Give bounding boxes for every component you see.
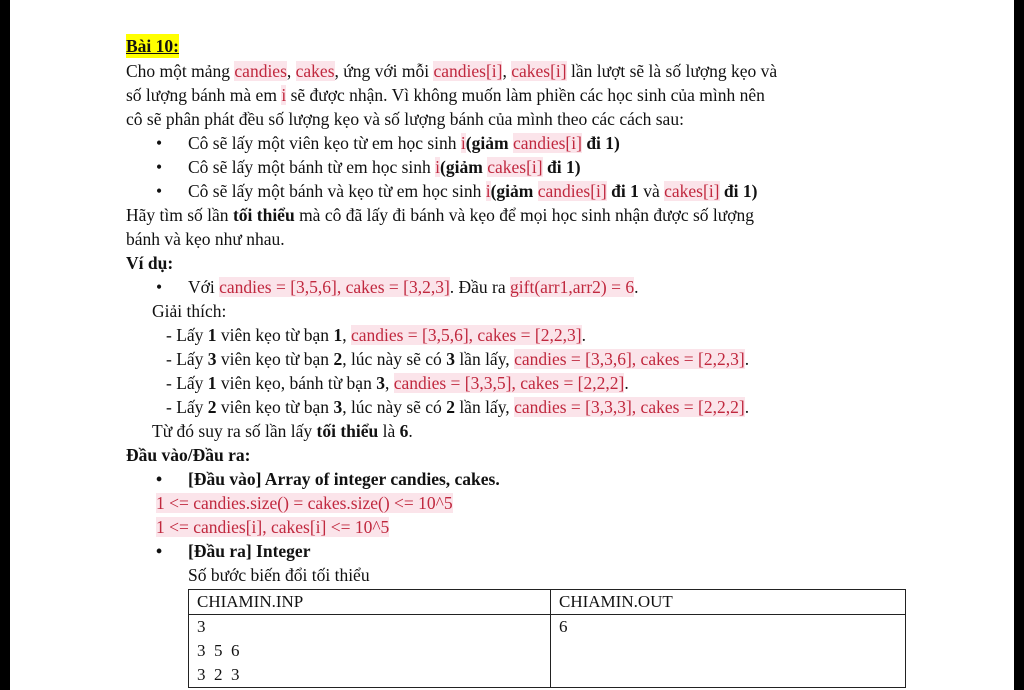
intro-text: , (286, 61, 296, 81)
conclusion-line: Từ đó suy ra số lần lấy tối thiểu là 6. (152, 421, 413, 441)
intro-text: số lượng bánh mà em (126, 85, 282, 105)
code-i: i (281, 85, 287, 105)
code-cakes-i: cakes[i] (511, 61, 567, 81)
input-label: • [Đầu vào] Array of integer candies, cakes. (126, 467, 906, 491)
table-row (189, 615, 906, 688)
intro-text: sẽ được nhận. Vì không muốn làm phiền các học sinh của mình nên (286, 85, 765, 105)
table-cell-out: 6 (551, 615, 906, 688)
example-heading: Ví dụ: (126, 253, 174, 273)
methods-list (126, 131, 906, 203)
intro-text: Cho một mảng (126, 61, 235, 81)
table-header-row (189, 590, 906, 615)
step-line: - Lấy 2 viên kẹo từ bạn 3, lúc này sẽ có 2 lần lấy, candies = [3,3,3], cakes = [2,2,2]. (166, 397, 750, 417)
problem-title: Bài 10: (126, 36, 179, 56)
intro-text: cô sẽ phân phát đều số lượng kẹo và số lượng bánh của mình theo các cách sau: (126, 109, 684, 129)
intro-paragraph (126, 59, 906, 131)
io-table (188, 589, 906, 688)
list-item: • Cô sẽ lấy một bánh và kẹo từ em học sinh i(giảm candies[i] đi 1 và cakes[i] đi 1) (126, 179, 906, 203)
constraint-line: 1 <= candies.size() = cakes.size() <= 10^5 (156, 493, 453, 513)
table-header-inp: CHIAMIN.INP (189, 590, 551, 615)
list-item: • Cô sẽ lấy một bánh từ em học sinh i(giảm cakes[i] đi 1) (126, 155, 906, 179)
example-list (126, 275, 906, 299)
explain-label: Giải thích: (152, 301, 227, 321)
constraint-line: 1 <= candies[i], cakes[i] <= 10^5 (156, 517, 390, 537)
intro-text: lần lượt sẽ là số lượng kẹo và (566, 61, 778, 81)
document-content (126, 34, 906, 688)
intro-text: , (502, 61, 512, 81)
output-label: • [Đầu ra] Integer (126, 539, 906, 563)
code-candies-i: candies[i] (433, 61, 503, 81)
output-description: Số bước biến đổi tối thiểu (188, 565, 370, 585)
code-cakes: cakes (295, 61, 335, 81)
io-list (126, 467, 906, 491)
table-header-out: CHIAMIN.OUT (551, 590, 906, 615)
intro-text: , ứng với mỗi (334, 61, 434, 81)
list-item: • Cô sẽ lấy một viên kẹo từ em học sinh i(giảm candies[i] đi 1) (126, 131, 906, 155)
step-line: - Lấy 3 viên kẹo từ bạn 2, lúc này sẽ có 3 lần lấy, candies = [3,3,6], cakes = [2,2,3]. (166, 349, 750, 369)
code-candies: candies (234, 61, 287, 81)
task-paragraph: Hãy tìm số lần tối thiểu mà cô đã lấy đi bánh và kẹo để mọi học sinh nhận được số lượng bánh và kẹo như nhau. (126, 205, 755, 249)
list-item: • Với candies = [3,5,6], cakes = [3,2,3]. Đầu ra gift(arr1,arr2) = 6. (126, 275, 906, 299)
io-heading: Đầu vào/Đầu ra: (126, 445, 251, 465)
document-page (10, 0, 1014, 690)
output-list (126, 539, 906, 563)
step-line: - Lấy 1 viên kẹo, bánh từ bạn 3, candies = [3,3,5], cakes = [2,2,2]. (166, 373, 629, 393)
table-cell-inp: 3 3 5 6 3 2 3 (189, 615, 551, 688)
step-line: - Lấy 1 viên kẹo từ bạn 1, candies = [3,5,6], cakes = [2,2,3]. (166, 325, 586, 345)
